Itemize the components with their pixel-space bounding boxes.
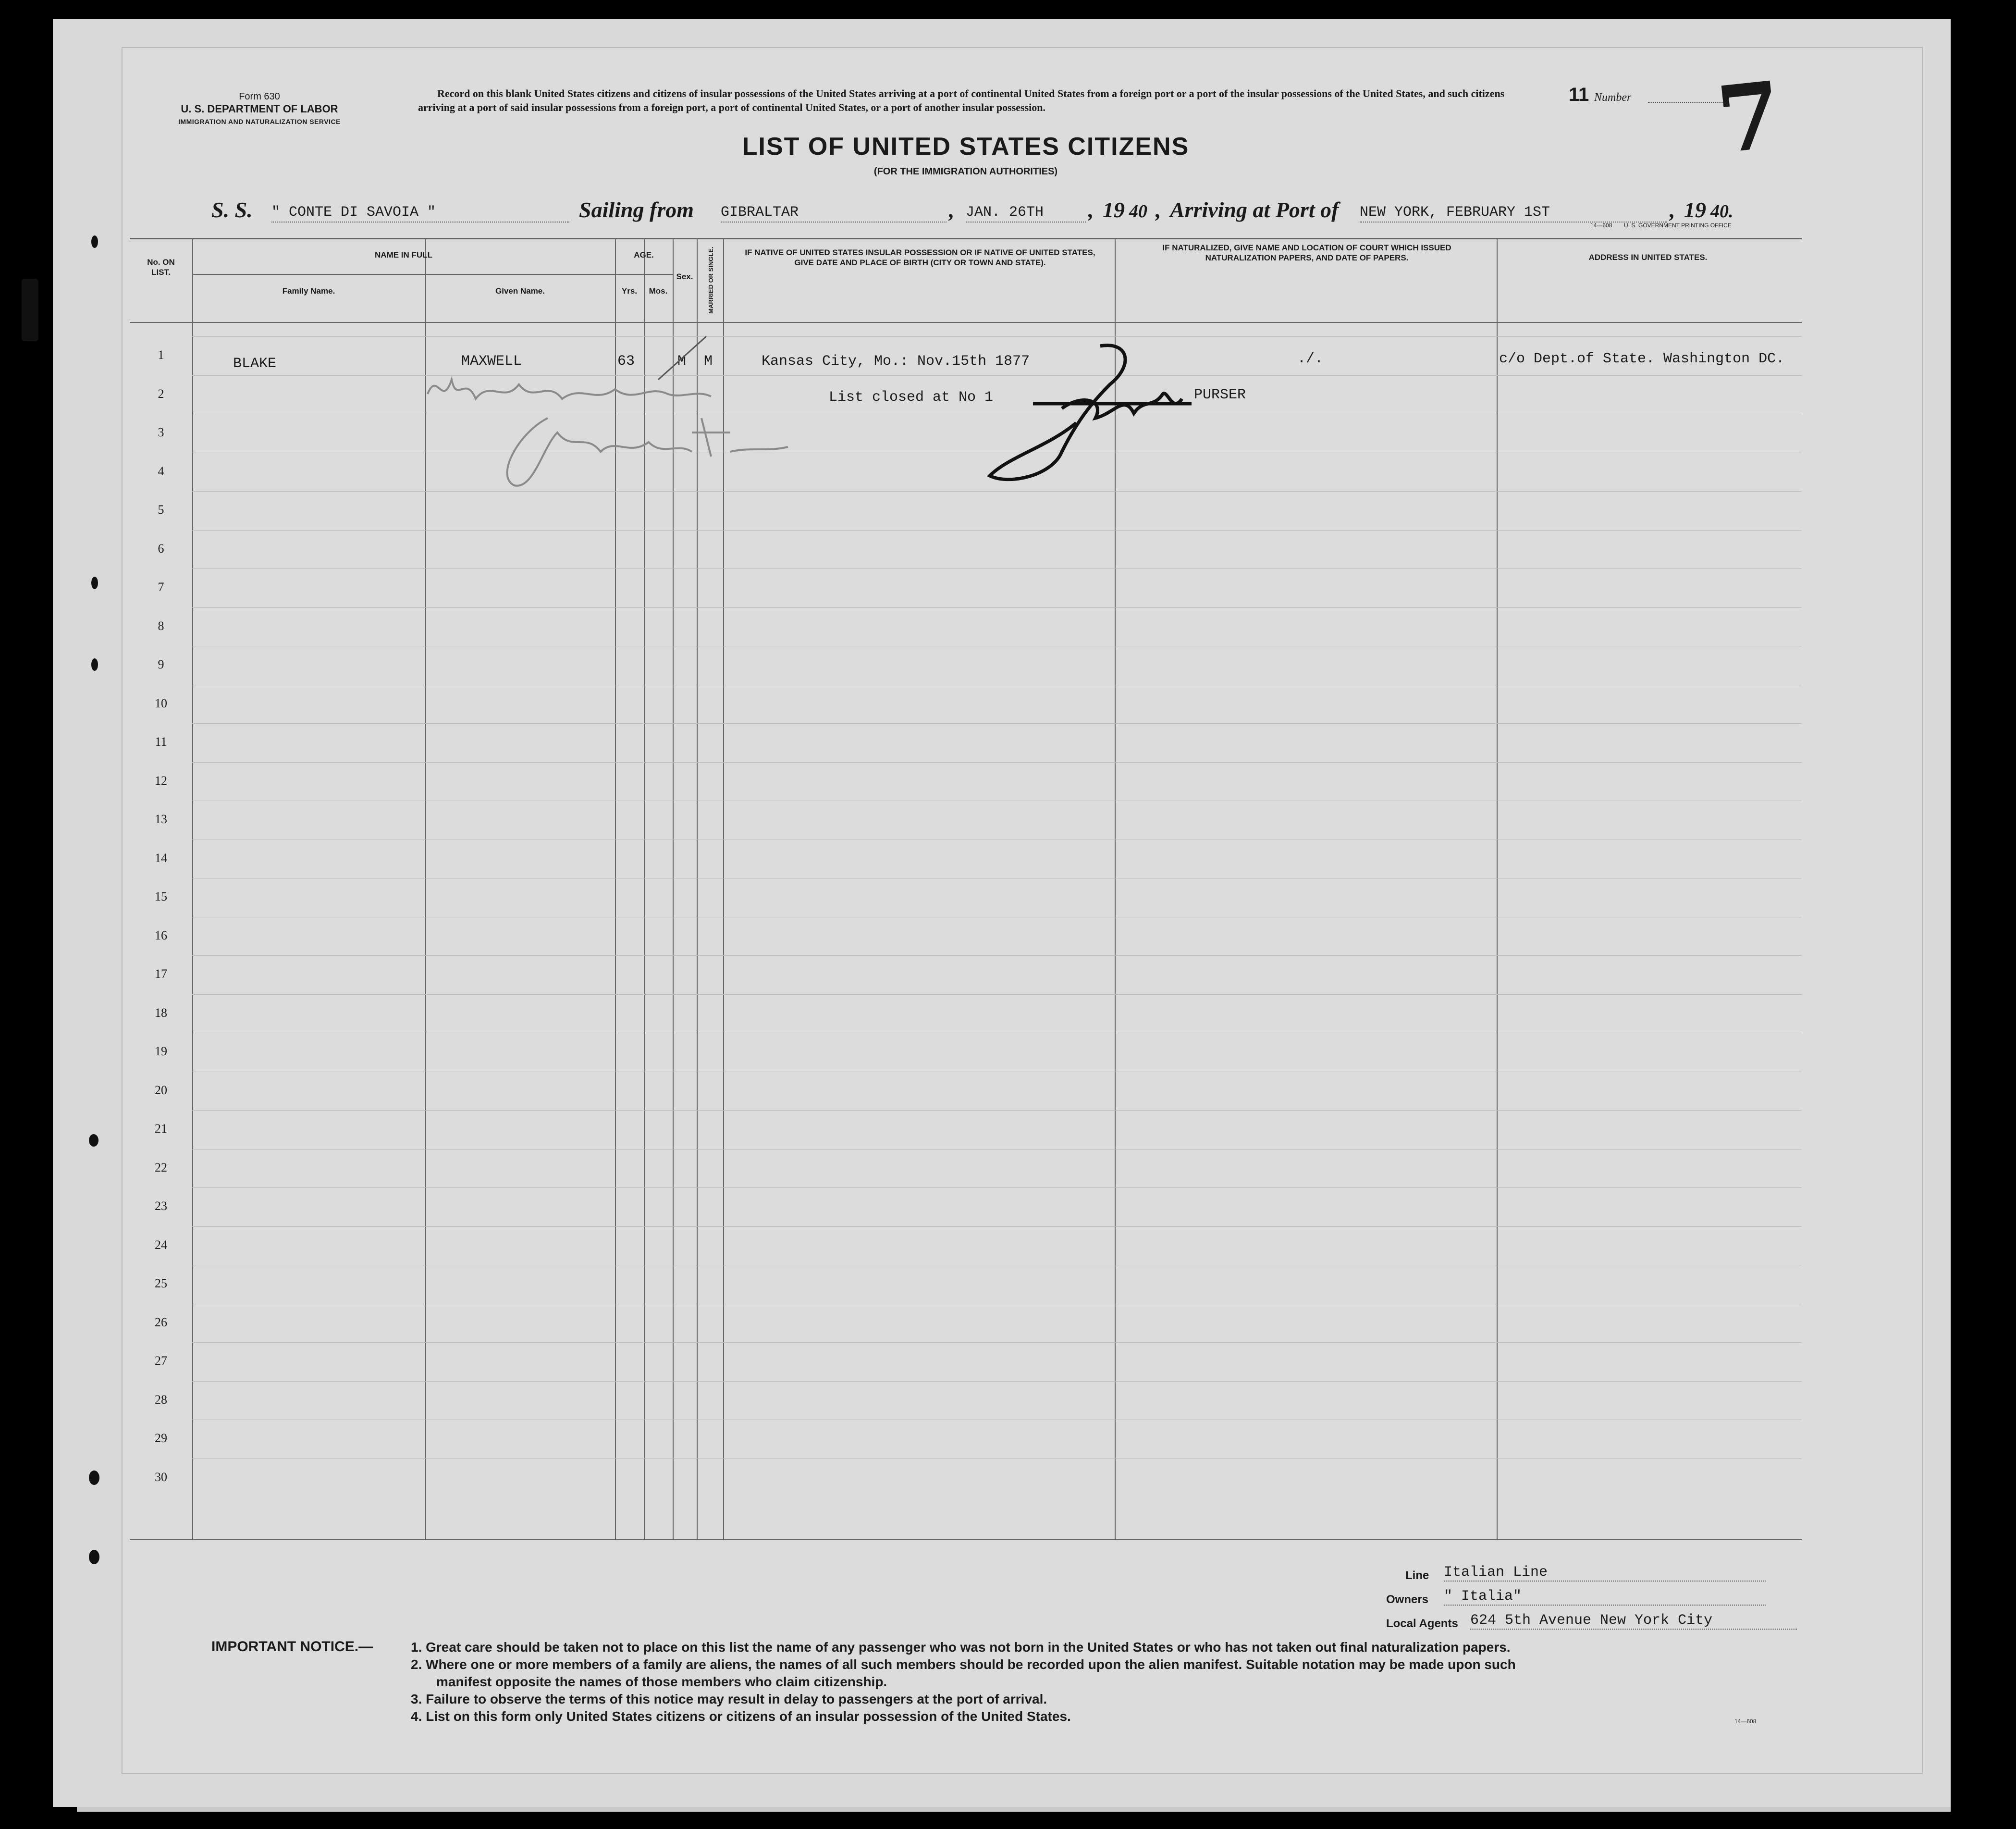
- row-number: 21: [155, 1122, 167, 1136]
- naturalized-value: ./.: [1297, 351, 1324, 367]
- col-rule: [192, 238, 193, 1540]
- row-rule: [192, 1458, 1802, 1459]
- row-number: 4: [158, 464, 164, 478]
- row-number: 20: [155, 1083, 167, 1097]
- table-bottom-rule: [130, 1539, 1802, 1540]
- number-line: [1648, 102, 1725, 103]
- page-title: LIST OF UNITED STATES CITIZENS: [742, 133, 1190, 161]
- owners-label: Owners: [1386, 1593, 1429, 1606]
- row-number: 9: [158, 657, 164, 671]
- name-subrule: [192, 274, 644, 275]
- row-number: 19: [155, 1044, 167, 1058]
- header-family-name: Family Name.: [282, 286, 335, 296]
- age-years-value: 63: [617, 353, 635, 370]
- arriving-year-prefix: 19: [1684, 198, 1706, 222]
- birth-value: Kansas City, Mo.: Nov.15th 1877: [762, 353, 1030, 370]
- form-id-block: [154, 90, 365, 128]
- comma: ,: [1670, 198, 1675, 222]
- row-number: 10: [155, 696, 167, 710]
- binder-mark: [91, 658, 98, 671]
- row-number: 6: [158, 541, 164, 556]
- form-code: 14—608: [1734, 1718, 1757, 1725]
- row-number: 8: [158, 618, 164, 633]
- row-number: 11: [155, 735, 167, 749]
- binder-mark: [89, 1471, 99, 1485]
- header-native: IF NATIVE OF UNITED STATES INSULAR POSSESSION OR IF NATIVE OF UNITED STATES, GIVE DATE AND PLACE OF BIRTH (CITY OR TOWN AND STATE).: [745, 248, 1095, 267]
- row-number: 25: [155, 1276, 167, 1290]
- owners-value: " Italia": [1444, 1588, 1766, 1606]
- row-rule: [192, 607, 1802, 608]
- col-rule: [1497, 238, 1498, 1540]
- row-rule: [192, 1342, 1802, 1343]
- handwritten-annotation: [423, 360, 807, 500]
- table-top-rule: [130, 238, 1802, 239]
- number-prefix: 11: [1569, 84, 1589, 105]
- row-number: 17: [155, 967, 167, 981]
- row-number: 29: [155, 1431, 167, 1445]
- header-name-in-full: NAME IN FULL: [375, 250, 432, 260]
- header-naturalized: IF NATURALIZED, GIVE NAME AND LOCATION OF COURT WHICH ISSUED NATURALIZATION PAPERS, AND DATE OF PAPERS.: [1162, 243, 1451, 262]
- row-number: 5: [158, 503, 164, 517]
- binder-mark: [89, 1550, 99, 1564]
- row-rule: [192, 1110, 1802, 1111]
- row-rule: [192, 994, 1802, 995]
- row-rule: [192, 762, 1802, 763]
- row-number: 2: [158, 386, 164, 401]
- number-label: Number: [1594, 91, 1632, 104]
- ss-label: S. S.: [211, 198, 253, 222]
- comma: ,: [949, 198, 955, 222]
- purser-signature: [980, 336, 1211, 490]
- important-notice-title: IMPORTANT NOTICE.—: [211, 1639, 373, 1655]
- row-number: 22: [155, 1160, 167, 1174]
- row-number: 15: [155, 890, 167, 903]
- row-number: 26: [155, 1315, 167, 1329]
- row-number: 24: [155, 1237, 167, 1252]
- printer-note: U. S. GOVERNMENT PRINTING OFFICE: [1624, 222, 1732, 229]
- address-value: c/o Dept.of State. Washington DC.: [1499, 351, 1785, 367]
- sailing-year: 40: [1129, 201, 1147, 222]
- page-subtitle: (FOR THE IMMIGRATION AUTHORITIES): [873, 166, 1058, 177]
- row-number: 3: [158, 425, 164, 439]
- comma: ,: [1088, 198, 1094, 222]
- sex-value: M: [677, 353, 687, 370]
- header-sex: Sex.: [676, 272, 693, 281]
- sailing-date: JAN. 26TH: [966, 204, 1086, 222]
- married-value: M: [704, 353, 713, 370]
- given-name-value: MAXWELL: [461, 353, 522, 370]
- header-bottom-rule: [130, 322, 1802, 323]
- header-mos: Mos.: [649, 286, 668, 296]
- record-instructions: Record on this blank United States citizens and citizens of insular possessions of the United States arriving at a port of continental United States from a foreign port or a port of the insular possessions of the United States, and such citizens arriving at a port of said insular possessions from a foreign port, a port of continental United States, or a port of another insular possession.: [418, 87, 1505, 113]
- purser-label: PURSER: [1194, 387, 1246, 403]
- family-name-value: BLAKE: [233, 356, 277, 372]
- header-married: MARRIED OR SINGLE.: [707, 247, 714, 314]
- notice-3: 3. Failure to observe the terms of this notice may result in delay to passengers at the port of arrival.: [411, 1692, 1047, 1706]
- row-number: 13: [155, 812, 167, 826]
- age-subrule: [615, 274, 673, 275]
- row-number: 1: [158, 348, 164, 362]
- row-number: 28: [155, 1392, 167, 1407]
- comma: ,: [1156, 198, 1161, 222]
- notice-2: 2. Where one or more members of a family are aliens, the names of all such members should be recorded upon the alien manifest. Suitable notation may be made upon such: [411, 1657, 1516, 1672]
- header-age: AGE.: [634, 250, 654, 260]
- row-rule: [192, 723, 1802, 724]
- arriving-port: NEW YORK, FEBRUARY 1ST: [1360, 204, 1667, 222]
- department: U. S. DEPARTMENT OF LABOR: [181, 103, 338, 115]
- row-number: 16: [155, 928, 167, 942]
- header-no: No. ON LIST.: [147, 258, 175, 277]
- agents-label: Local Agents: [1386, 1617, 1458, 1630]
- row-number: 23: [155, 1199, 167, 1213]
- binder-mark: [91, 577, 98, 589]
- header-yrs: Yrs.: [621, 286, 638, 296]
- row-number: 7: [158, 580, 164, 594]
- row-rule: [192, 568, 1802, 569]
- printer-code: 14—608: [1590, 222, 1612, 229]
- row-rule: [192, 1381, 1802, 1382]
- notice-4: 4. List on this form only United States citizens or citizens of an insular possession of the United States.: [411, 1709, 1071, 1724]
- list-number: 7: [1712, 61, 1787, 174]
- row-rule: [192, 1187, 1802, 1188]
- row-number: 30: [155, 1470, 167, 1484]
- header-address: ADDRESS IN UNITED STATES.: [1588, 253, 1708, 262]
- row-number: 14: [155, 851, 167, 865]
- line-value: Italian Line: [1444, 1564, 1766, 1582]
- row-number: 27: [155, 1354, 167, 1368]
- passenger-table: [130, 238, 1802, 1540]
- arriving-year: 40.: [1710, 201, 1733, 222]
- arriving-label: Arriving at Port of: [1170, 198, 1339, 222]
- row-number: 12: [155, 773, 167, 788]
- list-closed-text: List closed at No 1: [829, 389, 994, 406]
- row-number: 18: [155, 1005, 167, 1020]
- sailing-label: Sailing from: [579, 198, 694, 222]
- form-number: Form 630: [239, 91, 280, 102]
- row-rule: [192, 530, 1802, 531]
- sailing-port: GIBRALTAR: [721, 204, 947, 222]
- header-given-name: Given Name.: [495, 286, 545, 296]
- binder-mark: [91, 235, 98, 248]
- row-rule: [192, 955, 1802, 956]
- service: IMMIGRATION AND NATURALIZATION SERVICE: [178, 118, 341, 125]
- binder-tab: [22, 279, 38, 341]
- agents-value: 624 5th Avenue New York City: [1470, 1612, 1797, 1630]
- notice-2-cont: manifest opposite the names of those members who claim citizenship.: [436, 1674, 887, 1689]
- ship-name: " CONTE DI SAVOIA ": [271, 204, 569, 222]
- binder-mark: [89, 1134, 98, 1147]
- row-rule: [192, 1226, 1802, 1227]
- notice-1: 1. Great care should be taken not to place on this list the name of any passenger who was not born in the United States or who has not taken out final naturalization papers.: [411, 1640, 1511, 1655]
- line-label: Line: [1405, 1569, 1429, 1582]
- handwritten-tick: [653, 332, 711, 384]
- sailing-year-prefix: 19: [1103, 198, 1125, 222]
